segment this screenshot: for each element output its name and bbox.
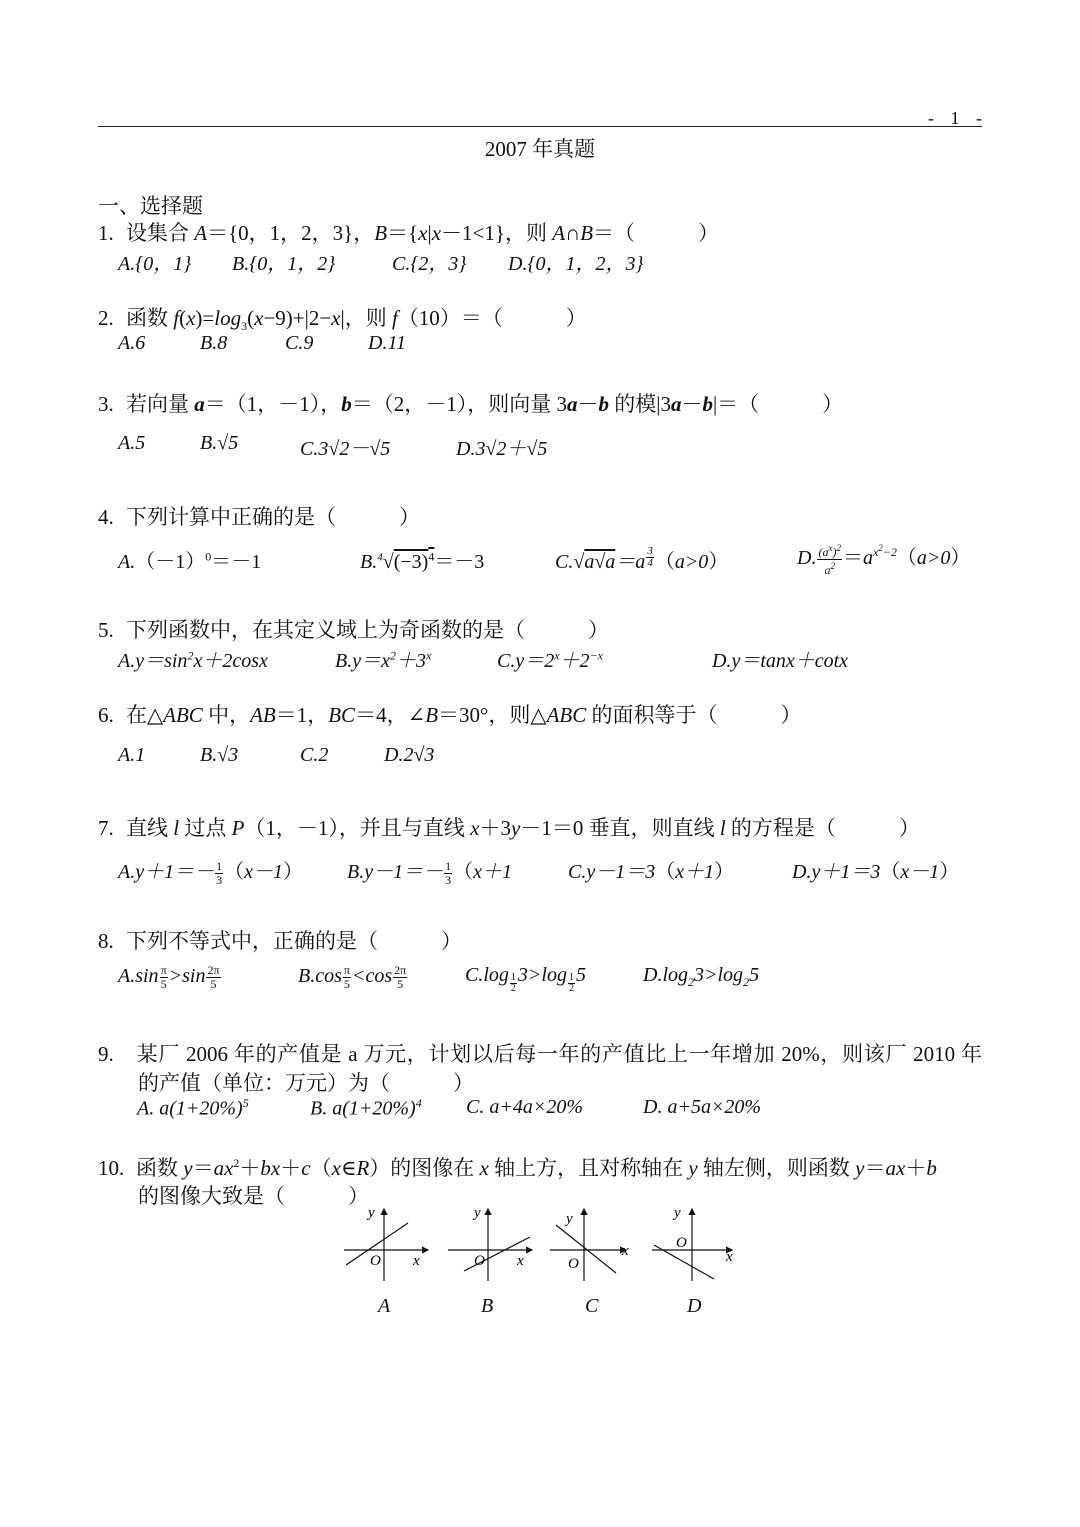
svg-text:O: O (370, 1253, 381, 1269)
question-6: 6. 在△ABC 中，AB＝1，BC＝4，∠B＝30°，则△ABC 的面积等于（ ） (98, 703, 802, 727)
section-heading: 一、选择题 (98, 194, 203, 218)
q1-option-a: A.{0，1} (118, 253, 192, 275)
question-8: 8. 下列不等式中，正确的是（ ） (98, 929, 462, 953)
q3-option-b: B.√5 (200, 432, 239, 454)
q4-option-d: D. $\frac{(a^x)^2}{a^2}$ $=a^{x^2-2}(a>0)$ (797, 542, 971, 577)
question-3: 3. 若向量 a＝（1，－1），b＝（2，－1），则向量 3a－b 的模|3a－b|＝（ ） (98, 392, 844, 416)
svg-text:x: x (622, 1243, 629, 1259)
question-4: 4. 下列计算中正确的是（ ） (98, 505, 420, 529)
q2-option-a: A.6 (118, 332, 146, 354)
q5-option-a: $A.y=\sin^2x+2\cos x$ (118, 648, 268, 672)
q1-option-b: B.{0，1，2} (232, 253, 336, 275)
q4-option-c: C.√a√a＝a $^{\frac{3}{4}}$ （a>0） (555, 545, 729, 573)
q4-option-b: $B.^4√(-3)^4=-3$ (360, 549, 485, 573)
q3-option-c: C.3√2－√5 (300, 438, 391, 460)
svg-text:x: x (413, 1253, 420, 1269)
q8-option-c: C.log $_{\frac{1}{2}}$ 3>log $_{\frac{1}{2}}$ 5 (465, 964, 586, 994)
q8-option-d: $D.\log_23>\log_25$ (643, 964, 760, 989)
q2-option-b: B.8 (200, 332, 228, 354)
q1-option-c: C.{2，3} (392, 253, 467, 275)
q2-option-c: C.9 (285, 332, 314, 354)
graph-label-b: B (481, 1295, 494, 1317)
question-1: 1. 设集合 A＝{0，1，2，3}，B＝{x|x－1<1}，则 A∩B＝（ ） (98, 221, 720, 245)
question-9-line2: 的产值（单位：万元）为（ ） (138, 1071, 474, 1095)
q3-option-d: D.3√2＋√5 (456, 438, 548, 460)
q7-option-c: C.y－1＝3（x＋1） (568, 861, 735, 883)
graph-a (340, 1205, 435, 1291)
q5-option-c: $C.y=2^x+2^{-x}$ (497, 648, 603, 672)
svg-text:O: O (474, 1253, 485, 1269)
q2-option-d: D.11 (368, 332, 406, 354)
question-9: 9. 某厂 2006 年的产值是 a 万元，计划以后每一年的产值比上一年增加 20%，则该厂 2010 年 (98, 1042, 982, 1066)
q6-option-a: A.1 (118, 744, 146, 766)
svg-text:y: y (474, 1205, 481, 1221)
q5-option-d: D.y＝tanx＋cotx (712, 650, 849, 672)
svg-text:x: x (726, 1249, 733, 1265)
q4-option-a: $A.(-1)^0=-1$ (118, 549, 262, 573)
svg-text:x: x (517, 1253, 524, 1269)
svg-text:O: O (676, 1235, 687, 1251)
question-10: 10. 函数 $y=ax^2+bx+c(x\in R)$的图像在 x 轴上方，且对称轴在 y 轴左侧，则函数 y＝ax＋b (98, 1156, 937, 1180)
q7-option-a: A.y＋1＝－ $\frac{1}{3}$ （x－1） (118, 858, 303, 887)
q6-option-b: B.√3 (200, 744, 239, 766)
question-5: 5. 下列函数中，在其定义域上为奇函数的是（ ） (98, 618, 609, 642)
svg-text:y: y (674, 1205, 681, 1221)
graph-label-a: A (378, 1295, 391, 1317)
q6-option-c: C.2 (300, 744, 329, 766)
question-2: 2. 函数 $f(x)=\log_3(x-9)+|2-x|$，则 f（10）＝（ ） (98, 306, 587, 334)
q9-option-b: B. $a(1+20\%)^4$ (310, 1096, 422, 1120)
page-title: 2007 年真题 (484, 137, 596, 161)
q7-option-b: B.y－1＝－ $\frac{1}{3}$ （x＋1 (347, 858, 512, 887)
graph-label-c: C (585, 1295, 599, 1317)
svg-text:y: y (566, 1211, 573, 1227)
q9-option-c: C. a+4a×20% (466, 1096, 583, 1118)
question-10-line2: 的图像大致是（ ） (138, 1184, 369, 1208)
page-number: - 1 - (928, 108, 988, 128)
svg-text:O: O (568, 1256, 579, 1272)
q8-option-a: A.sin $\frac{\pi}{5}$ >sin $\frac{2\pi}{5}$ (118, 963, 220, 991)
graph-label-d: D (687, 1295, 702, 1317)
svg-text:y: y (368, 1205, 375, 1221)
q7-option-d: D.y＋1＝3（x－1） (792, 861, 960, 883)
q5-option-b: $B.y=x^2+3^x$ (335, 648, 432, 672)
q1-option-d: D.{0，1，2，3} (508, 253, 644, 275)
q3-option-a: A.5 (118, 432, 146, 454)
graph-c (548, 1205, 643, 1291)
question-7: 7. 直线 l 过点 P（1，－1），并且与直线 x＋3y－1＝0 垂直，则直线 l 的方程是（ ） (98, 816, 920, 840)
graph-b (444, 1205, 539, 1291)
header-rule (98, 126, 982, 127)
q6-option-d: D.2√3 (384, 744, 435, 766)
q9-option-a: A. $a(1+20\%)^5$ (137, 1096, 249, 1120)
graph-d (650, 1205, 745, 1291)
q8-option-b: B.cos $\frac{\pi}{5}$ <cos $\frac{2\pi}{5}$ (298, 963, 407, 991)
q9-option-d: D. a+5a×20% (643, 1096, 762, 1118)
